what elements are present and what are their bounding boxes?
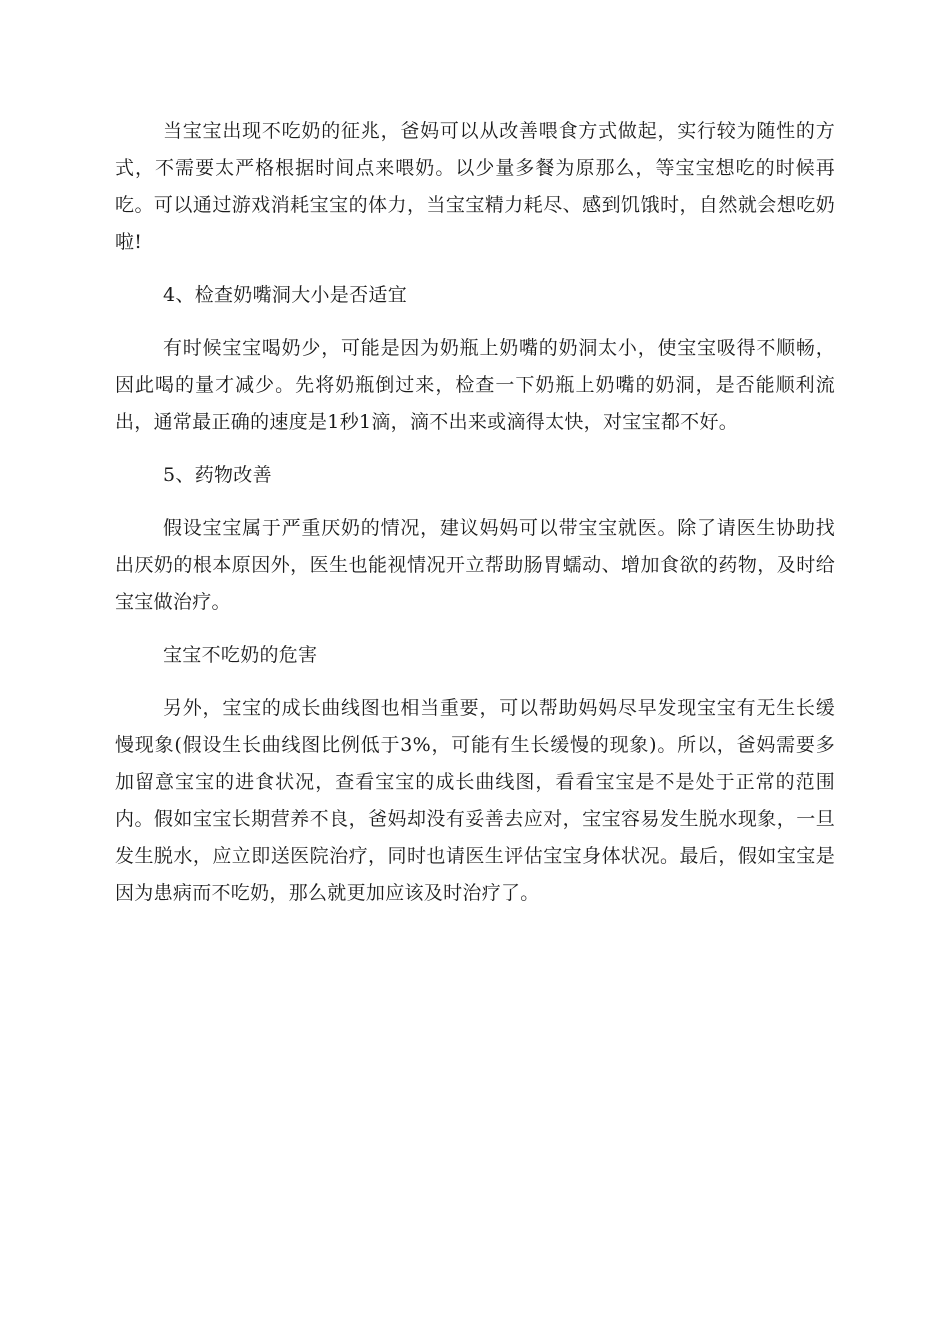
document-body (115, 113, 835, 928)
paragraph-nipple-hole: 有时候宝宝喝奶少，可能是因为奶瓶上奶嘴的奶洞太小，使宝宝吸得不顺畅，因此喝的量才减少。先将奶瓶倒过来，检查一下奶瓶上奶嘴的奶洞，是否能顺利流出，通常最正确的速度是1秒1滴，滴不出来或滴得太快，对宝宝都不好。 (115, 337, 835, 433)
paragraph-harm: 另外，宝宝的成长曲线图也相当重要，可以帮助妈妈尽早发现宝宝有无生长缓慢现象(假设生长曲线图比例低于3%，可能有生长缓慢的现象)。所以，爸妈需要多加留意宝宝的进食状况，查看宝宝的成长曲线图，看看宝宝是不是处于正常的范围内。假如宝宝长期营养不良，爸妈却没有妥善去应对，宝宝容易发生脱水现象，一旦发生脱水，应立即送医院治疗，同时也请医生评估宝宝身体状况。最后，假如宝宝是因为患病而不吃奶，那么就更加应该及时治疗了。 (115, 697, 835, 904)
heading-medication: 5、药物改善 (163, 464, 272, 486)
paragraph-feeding-method: 当宝宝出现不吃奶的征兆，爸妈可以从改善喂食方式做起，实行较为随性的方式，不需要太严格根据时间点来喂奶。以少量多餐为原那么，等宝宝想吃的时候再吃。可以通过游戏消耗宝宝的体力，当宝宝精力耗尽、感到饥饿时，自然就会想吃奶啦! (115, 120, 835, 253)
heading-harm: 宝宝不吃奶的危害 (163, 644, 318, 666)
paragraph-medication: 假设宝宝属于严重厌奶的情况，建议妈妈可以带宝宝就医。除了请医生协助找出厌奶的根本原因外，医生也能视情况开立帮助肠胃蠕动、增加食欲的药物，及时给宝宝做治疗。 (115, 517, 835, 613)
heading-check-nipple-hole: 4、检查奶嘴洞大小是否适宜 (163, 284, 407, 306)
